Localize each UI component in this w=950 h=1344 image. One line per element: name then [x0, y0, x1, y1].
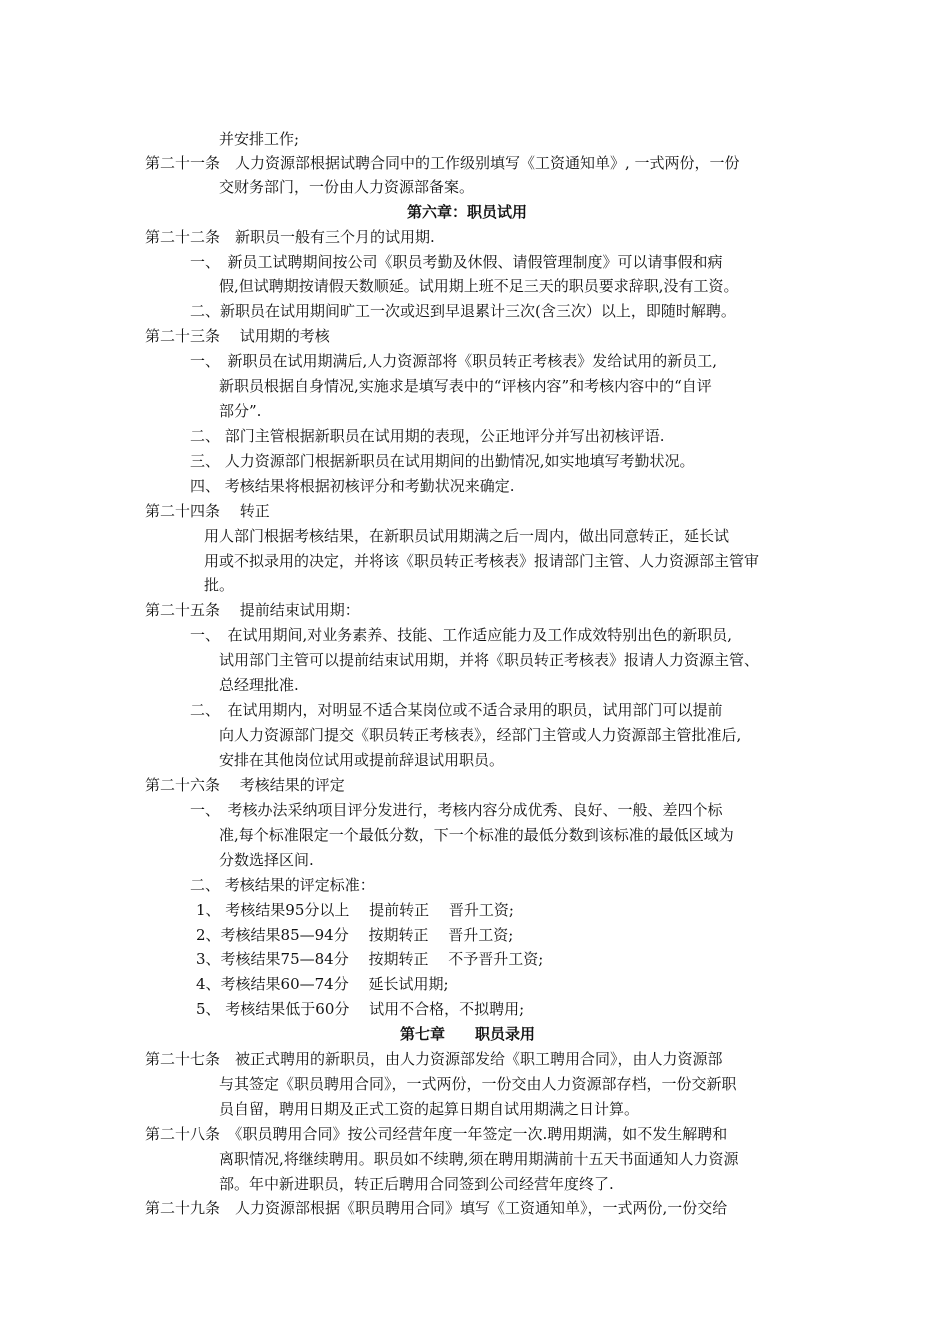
text-line: 假,但试聘期按请假天数顺延。试用期上班不足三天的职员要求辞职,没有工资。	[219, 277, 739, 295]
text-line: 部。年中新进职员，转正后聘用合同签到公司经营年度终了.	[219, 1175, 614, 1193]
text-line: 批。	[204, 576, 235, 594]
article-29-heading: 第二十九条 人力资源部根据《职员聘用合同》填写《工资通知单》，一式两份,一份交给	[145, 1199, 728, 1217]
text-line: 交财务部门，一份由人力资源部备案。	[219, 178, 475, 196]
text-line: 准,每个标准限定一个最低分数，下一个标准的最低分数到该标准的最低区域为	[219, 826, 734, 844]
text-line: 部分”.	[219, 402, 262, 420]
text-line: 二、 在试用期内，对明显不适合某岗位或不适合录用的职员，试用部门可以提前	[190, 701, 723, 719]
text-line: 新职员根据自身情况,实施求是填写表中的“评核内容”和考核内容中的“自评	[219, 377, 712, 395]
list-item: 3、考核结果75—84分 按期转正 不予晋升工资;	[196, 950, 544, 968]
chapter-6-title: 第六章：职员试用	[407, 203, 528, 221]
text-line: 用人部门根据考核结果，在新职员试用期满之后一周内，做出同意转正，延长试	[204, 527, 730, 545]
text-line: 二、 考核结果的评定标准：	[190, 876, 375, 894]
text-line: 试用部门主管可以提前结束试用期，并将《职员转正考核表》报请人力资源主管、	[219, 651, 760, 669]
text-line: 四、 考核结果将根据初核评分和考勤状况来确定.	[190, 477, 515, 495]
text-line: 总经理批准.	[219, 676, 299, 694]
text-line: 一、 新员工试聘期间按公司《职员考勤及休假、请假管理制度》可以请事假和病	[190, 253, 723, 271]
text-line: 分数选择区间.	[219, 851, 314, 869]
list-item: 2、考核结果85—94分 按期转正 晋升工资;	[196, 926, 514, 944]
text-line: 并安排工作;	[219, 130, 300, 148]
article-22-heading: 第二十二条 新职员一般有三个月的试用期.	[145, 228, 435, 246]
text-line: 一、 新职员在试用期满后,人力资源部将《职员转正考核表》发给试用的新员工,	[190, 352, 718, 370]
article-23-heading: 第二十三条 试用期的考核	[145, 327, 330, 345]
list-item: 5、 考核结果低于60分 试用不合格，不拟聘用;	[196, 1000, 525, 1018]
text-line: 员自留，聘用日期及正式工资的起算日期自试用期满之日计算。	[219, 1100, 640, 1118]
text-line: 用或不拟录用的决定，并将该《职员转正考核表》报请部门主管、人力资源部主管审	[204, 552, 760, 570]
text-line: 三、 人力资源部门根据新职员在试用期间的出勤情况,如实地填写考勤状况。	[190, 452, 695, 470]
text-line: 二、新职员在试用期间旷工一次或迟到早退累计三次(含三次）以上，即随时解聘。	[190, 302, 736, 320]
text-line: 与其签定《职员聘用合同》，一式两份，一份交由人力资源部存档，一份交新职	[219, 1075, 737, 1093]
text-line: 一、 在试用期间,对业务素养、技能、工作适应能力及工作成效特别出色的新职员,	[190, 626, 733, 644]
article-21-heading: 第二十一条 人力资源部根据试聘合同中的工作级别填写《工资通知单》, 一式两份，一份	[145, 154, 740, 172]
article-24-heading: 第二十四条 转正	[145, 502, 270, 520]
article-25-heading: 第二十五条 提前结束试用期：	[145, 601, 360, 619]
list-item: 4、考核结果60—74分 延长试用期;	[196, 975, 449, 993]
chapter-7-title: 第七章 职员录用	[400, 1025, 536, 1043]
text-line: 安排在其他岗位试用或提前辞退试用职员。	[219, 751, 505, 769]
article-28-heading: 第二十八条 《职员聘用合同》按公司经营年度一年签定一次.聘用期满，如不发生解聘和	[145, 1125, 728, 1143]
text-line: 向人力资源部门提交《职员转正考核表》，经部门主管或人力资源部主管批准后,	[219, 726, 742, 744]
article-26-heading: 第二十六条 考核结果的评定	[145, 776, 345, 794]
article-27-heading: 第二十七条 被正式聘用的新职员，由人力资源部发给《职工聘用合同》，由人力资源部	[145, 1050, 723, 1068]
list-item: 1、 考核结果95分以上 提前转正 晋升工资;	[196, 901, 514, 919]
text-line: 离职情况,将继续聘用。职员如不续聘,须在聘用期满前十五天书面通知人力资源	[219, 1150, 739, 1168]
text-line: 一、 考核办法采纳项目评分发进行，考核内容分成优秀、良好、一般、差四个标	[190, 801, 723, 819]
text-line: 二、 部门主管根据新职员在试用期的表现，公正地评分并写出初核评语.	[190, 427, 665, 445]
